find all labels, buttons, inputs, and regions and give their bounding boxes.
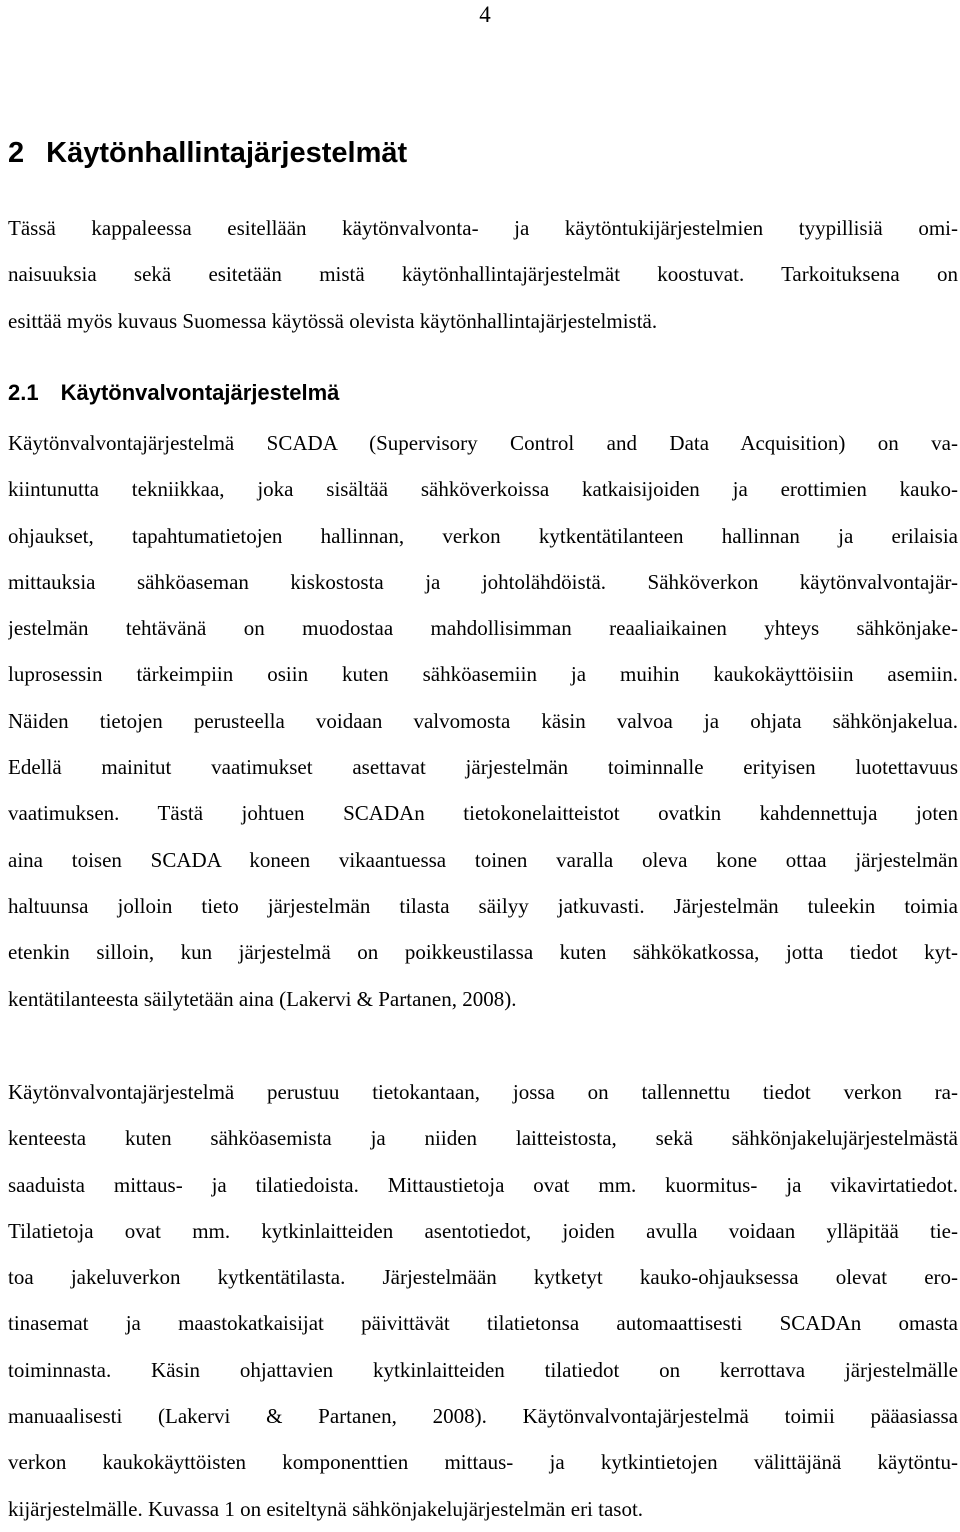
paragraph-line: mittauksia sähköaseman kiskostosta ja johtolähdöistä. Sähköverkon käytönvalvontajär-: [8, 569, 958, 594]
intro-line: naisuuksia sekä esitetään mistä käytönhallintajärjestelmät koostuvat. Tarkoituksena on: [8, 262, 958, 287]
section-title: Käytönvalvontajärjestelmä: [60, 380, 340, 405]
paragraph-line: Näiden tietojen perusteella voidaan valvomosta käsin valvoa ja ohjata sähkönjakelua.: [8, 708, 958, 733]
page-number: 4: [479, 2, 491, 27]
chapter-heading: [8, 134, 407, 172]
paragraph-line: luprosessin tärkeimpiin osiin kuten sähköasemiin ja muihin kaukokäyttöisiin asemiin.: [8, 662, 958, 687]
paragraph-line: haltuunsa jolloin tieto järjestelmän tilasta säilyy jatkuvasti. Järjestelmän tuleekin toimia: [8, 893, 958, 918]
paragraph-line: Edellä mainitut vaatimukset asettavat järjestelmän toiminnalle erityisen luotettavuus: [8, 755, 958, 780]
paragraph-line: aina toisen SCADA koneen vikaantuessa toinen varalla oleva kone ottaa järjestelmän: [8, 847, 958, 872]
paragraph-line: toiminnasta. Käsin ohjattavien kytkinlaitteiden tilatiedot on kerrottava järjestelmälle: [8, 1357, 958, 1382]
section-paragraph-1: [8, 420, 958, 1022]
paragraph-line: vaatimuksen. Tästä johtuen SCADAn tietokonelaitteistot ovatkin kahdennettuja joten: [8, 801, 958, 826]
paragraph-line: manuaalisesti (Lakervi & Partanen, 2008). Käytönvalvontajärjestelmä toimii pääasiassa: [8, 1404, 958, 1429]
paragraph-line: jestelmän tehtävänä on muodostaa mahdollisimman reaaliaikainen yhteys sähkönjake-: [8, 616, 958, 641]
paragraph-line: toa jakeluverkon kytkentätilasta. Järjestelmään kytketyt kauko-ohjauksessa olevat ero-: [8, 1265, 958, 1290]
intro-paragraph: [8, 205, 958, 344]
section-heading: [8, 375, 339, 411]
paragraph-line: Käytönvalvontajärjestelmä perustuu tietokantaan, jossa on tallennettu tiedot verkon ra-: [8, 1080, 958, 1104]
paragraph-line: kenteesta kuten sähköasemista ja niiden laitteistosta, sekä sähkönjakelujärjestelmästä: [8, 1126, 958, 1151]
section-number: 2.1: [8, 380, 39, 405]
chapter-number: 2: [8, 137, 25, 169]
section-paragraph-2: [8, 1069, 958, 1532]
intro-line: Tässä kappaleessa esitellään käytönvalvonta- ja käytöntukijärjestelmien tyypillisiä omi-: [8, 216, 958, 240]
paragraph-line: Tilatietoja ovat mm. kytkinlaitteiden asentotiedot, joiden avulla voidaan ylläpitää tie-: [8, 1218, 958, 1243]
paragraph-line: saaduista mittaus- ja tilatiedoista. Mittaustietoja ovat mm. kuormitus- ja vikavirtatiedot.: [8, 1172, 958, 1197]
paragraph-line: ohjaukset, tapahtumatietojen hallinnan, verkon kytkentätilanteen hallinnan ja erilaisia: [8, 523, 958, 548]
paragraph-line: etenkin silloin, kun järjestelmä on poikkeustilassa kuten sähkökatkossa, jotta tiedot kyt-: [8, 940, 958, 965]
paragraph-line: tinasemat ja maastokatkaisijat päivittävät tilatietonsa automaattisesti SCADAn omasta: [8, 1311, 958, 1336]
paragraph-line: Käytönvalvontajärjestelmä SCADA (Supervisory Control and Data Acquisition) on va-: [8, 431, 958, 455]
intro-line: esittää myös kuvaus Suomessa käytössä olevista käytönhallintajärjestelmistä.: [8, 308, 658, 333]
paragraph-line: verkon kaukokäyttöisten komponenttien mittaus- ja kytkintietojen välittäjänä käytöntu-: [8, 1450, 958, 1475]
paragraph-line: kijärjestelmälle. Kuvassa 1 on esiteltynä sähkönjakelujärjestelmän eri tasot.: [8, 1496, 644, 1521]
chapter-title: Käytönhallintajärjestelmät: [46, 137, 408, 169]
paragraph-line: kentätilanteesta säilytetään aina (Lakervi & Partanen, 2008).: [8, 986, 517, 1011]
paragraph-line: kiintunutta tekniikkaa, joka sisältää sähköverkoissa katkaisijoiden ja erottimien kauko-: [8, 477, 958, 502]
